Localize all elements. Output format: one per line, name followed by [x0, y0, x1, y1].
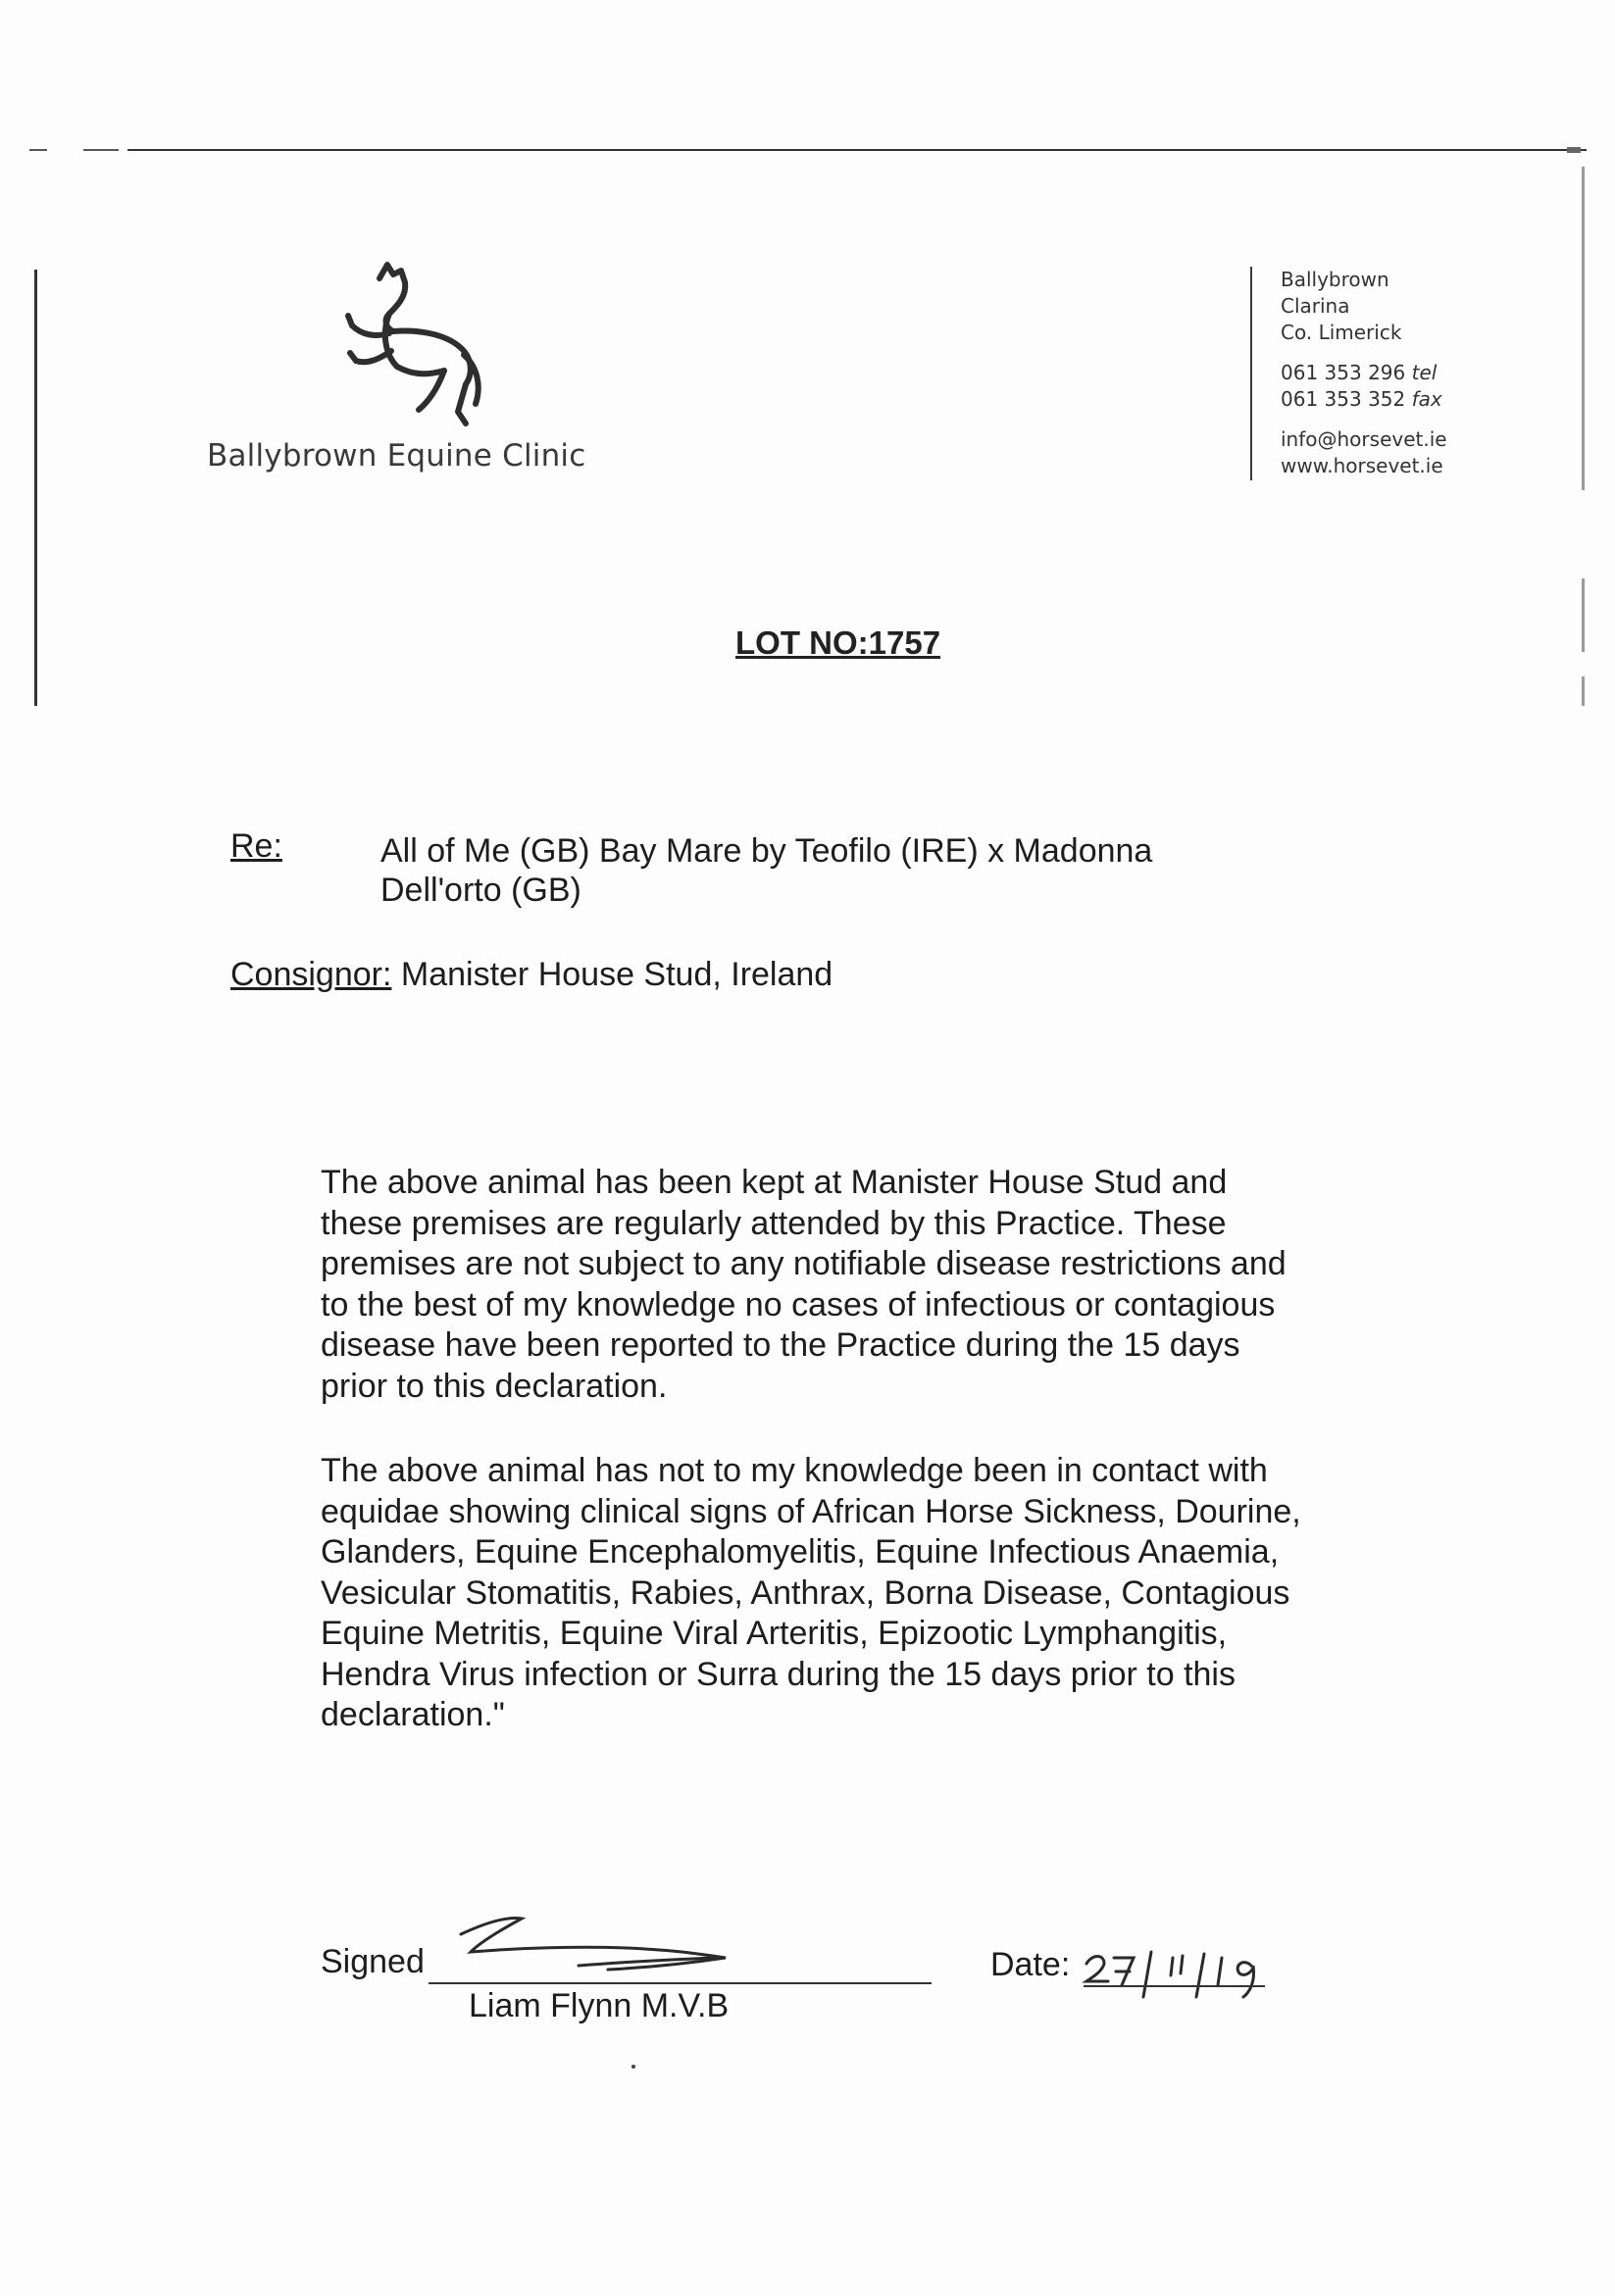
- clinic-address: [1281, 267, 1401, 346]
- fax-number: 061 353 352: [1281, 387, 1406, 411]
- signature-line: [429, 1982, 932, 1984]
- consignor-label: Consignor:: [230, 956, 392, 993]
- scan-artifact: [631, 2065, 635, 2069]
- date-label: Date:: [990, 1946, 1071, 1983]
- horse-logo-icon: [328, 257, 485, 428]
- clinic-phone-block: [1281, 360, 1442, 413]
- consignor-line: [230, 956, 833, 994]
- declaration-paragraph-2: The above animal has not to my knowledge been in contact with equidae showing clinical signs of African Horse Sickness, Dourine, Glanders, Equine Encephalomyelitis, Equine Infectious Anaemia, Vesicular Stomatitis, Rabies, Anthrax, Borna Disease, Contagious Equine Metritis, Equine Viral Arteritis, Epizootic Lymphangitis, Hendra Virus infection or Surra during the 15 days prior to this declaration.": [321, 1452, 1301, 1733]
- address-line: Clarina: [1281, 294, 1350, 318]
- consignor-value: Manister House Stud, Ireland: [400, 956, 833, 993]
- phone-number: 061 353 296: [1281, 361, 1406, 384]
- contact-divider: [1250, 267, 1252, 480]
- scan-artifact: [1582, 676, 1585, 706]
- address-line: Co. Limerick: [1281, 321, 1402, 344]
- scan-artifact: [34, 270, 37, 706]
- website-url: www.horsevet.ie: [1281, 454, 1443, 477]
- phone-label: tel: [1411, 361, 1438, 384]
- scan-artifact: [1582, 167, 1585, 490]
- date-line: [1084, 1985, 1265, 1987]
- clinic-name: Ballybrown Equine Clinic: [207, 438, 586, 474]
- clinic-web-block: [1281, 426, 1447, 479]
- fax-line: [1281, 386, 1442, 413]
- scan-artifact: [1582, 578, 1585, 652]
- signer-name: Liam Flynn M.V.B: [469, 1987, 730, 2024]
- email-address: info@horsevet.ie: [1281, 427, 1447, 451]
- scan-artifact: [29, 149, 47, 151]
- re-horse-description: All of Me (GB) Bay Mare by Teofilo (IRE) x Madonna Dell'orto (GB): [380, 832, 1153, 909]
- scan-artifact: [1567, 147, 1581, 153]
- scan-artifact: [83, 149, 119, 151]
- address-line: Ballybrown: [1281, 268, 1389, 291]
- re-label: Re:: [230, 827, 282, 865]
- lot-number: LOT NO:1757: [735, 624, 941, 661]
- handwritten-signature: [431, 1907, 843, 1985]
- handwritten-date: [1079, 1936, 1314, 2005]
- phone-line: [1281, 360, 1442, 386]
- declaration-paragraph-1: The above animal has been kept at Manister House Stud and these premises are regularly attended by this Practice. These premises are not subject to any notifiable disease restrictions and to the best of my knowledge no cases of infectious or contagious disease have been reported to the Practice during the 15 days prior to this declaration.: [321, 1164, 1287, 1405]
- fax-label: fax: [1411, 387, 1442, 411]
- scan-artifact: [127, 149, 1587, 151]
- signed-label: Signed: [321, 1943, 425, 1980]
